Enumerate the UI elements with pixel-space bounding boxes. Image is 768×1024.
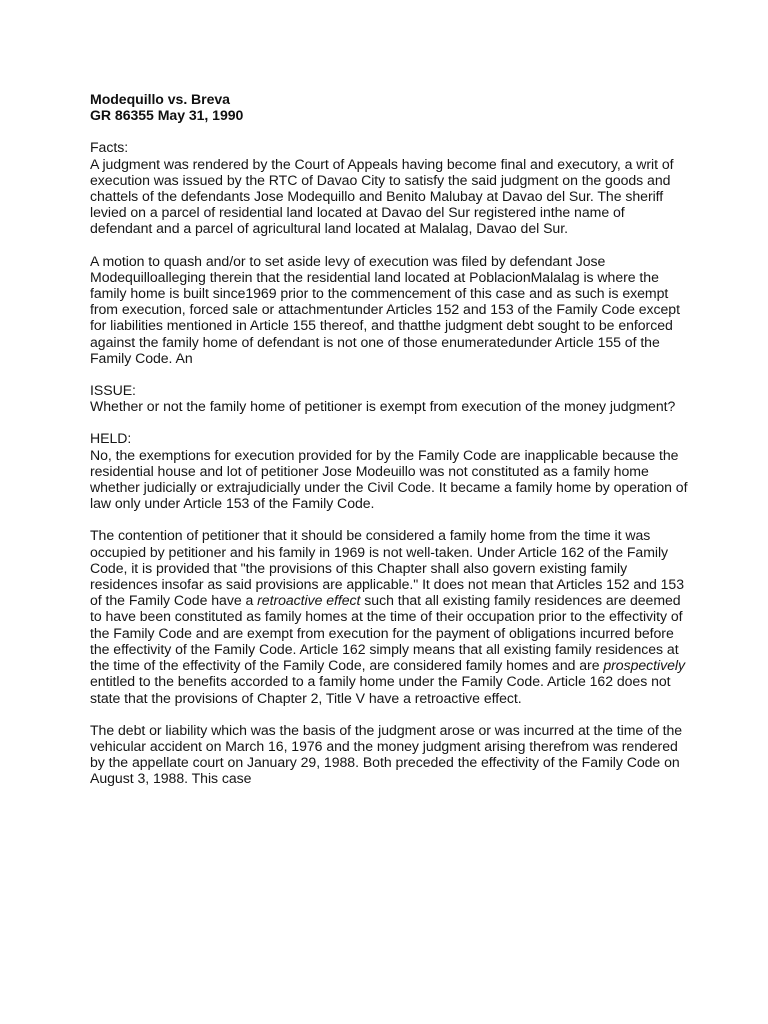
document-body (90, 91, 690, 803)
held-paragraph-2-part-a: The contention of petitioner that it should be considered a family home from the time it was occupied by petitioner and his family in 1969 is not well-taken. Under Article 162 of the Family Code, it is provided that "the provisions of this Chapter shall also govern existing family residences insofar as said provisions are applicable." It does not mean that Articles 152 and 153 of the Family Code have a (90, 527, 685, 609)
held-paragraph-1: No, the exemptions for execution provided for by the Family Code are inapplicable because the residential house and lot of petitioner Jose Modeuillo was not constituted as a family home whether judicially or extrajudicially under the Civil Code. It became a family home by operation of law only under Article 153 of the Family Code. (90, 446, 688, 512)
held-paragraph-3: The debt or liability which was the basis of the judgment arose or was incurred at the time of the vehicular accident on March 16, 1976 and the money judgment arising therefrom was rendered by the appellate court on January 29, 1988. Both preceded the effectivity of the Family Code on August 3, 1988. This case (90, 721, 683, 787)
issue-text: Whether or not the family home of petitioner is exempt from execution of the money judgment? (90, 398, 676, 415)
held-paragraph-2 (90, 527, 690, 705)
held-emphasis-prospectively: prospectively (603, 657, 685, 674)
facts-paragraph-2: A motion to quash and/or to set aside levy of execution was filed by defendant Jose Modequilloalleging therein that the residential land located at PoblacionMalalag is where the family home is built since1969 prior to the commencement of this case and as such is exempt from execution, forced sale or attachmentunder Articles 152 and 153 of the Family Code except for liabilities mentioned in Article 155 thereof, and thatthe judgment debt sought to be enforced against the family home of defendant is not one of those enumeratedunder Article 155 of the Family Code. An (90, 252, 680, 366)
held-paragraph-2-part-c: entitled to the benefits accorded to a family home under the Family Code. Article 162 does not state that the provisions of Chapter 2, Title V have a retroactive effect. (90, 673, 671, 706)
facts-paragraph-1: A judgment was rendered by the Court of Appeals having become final and executory, a writ of execution was issued by the RTC of Davao City to satisfy the said judgment on the goods and chattels of the defendants Jose Modequillo and Benito Malubay at Davao del Sur. The sheriff levied on a parcel of residential land located at Davao del Sur registered inthe name of defendant and a parcel of agricultural land located at Malalag, Davao del Sur. (90, 155, 674, 237)
issue-heading: ISSUE: (90, 382, 136, 399)
case-title: Modequillo vs. Breva (90, 91, 230, 107)
held-heading: HELD: (90, 430, 132, 447)
held-paragraph-2-part-b: such that all existing family residences are deemed to have been constituted as family homes at the time of their occupation prior to the effectivity of the Family Code and are exempt from execution for the payment of obligations incurred before the effectivity of the Family Code. Article 162 simply means that all existing family residences at the time of the effectivity of the Family Code, are considered family homes and are (90, 592, 683, 674)
facts-heading: Facts: (90, 139, 129, 156)
held-emphasis-retroactive: retroactive effect (257, 592, 361, 609)
case-number: GR 86355 May 31, 1990 (90, 107, 244, 124)
